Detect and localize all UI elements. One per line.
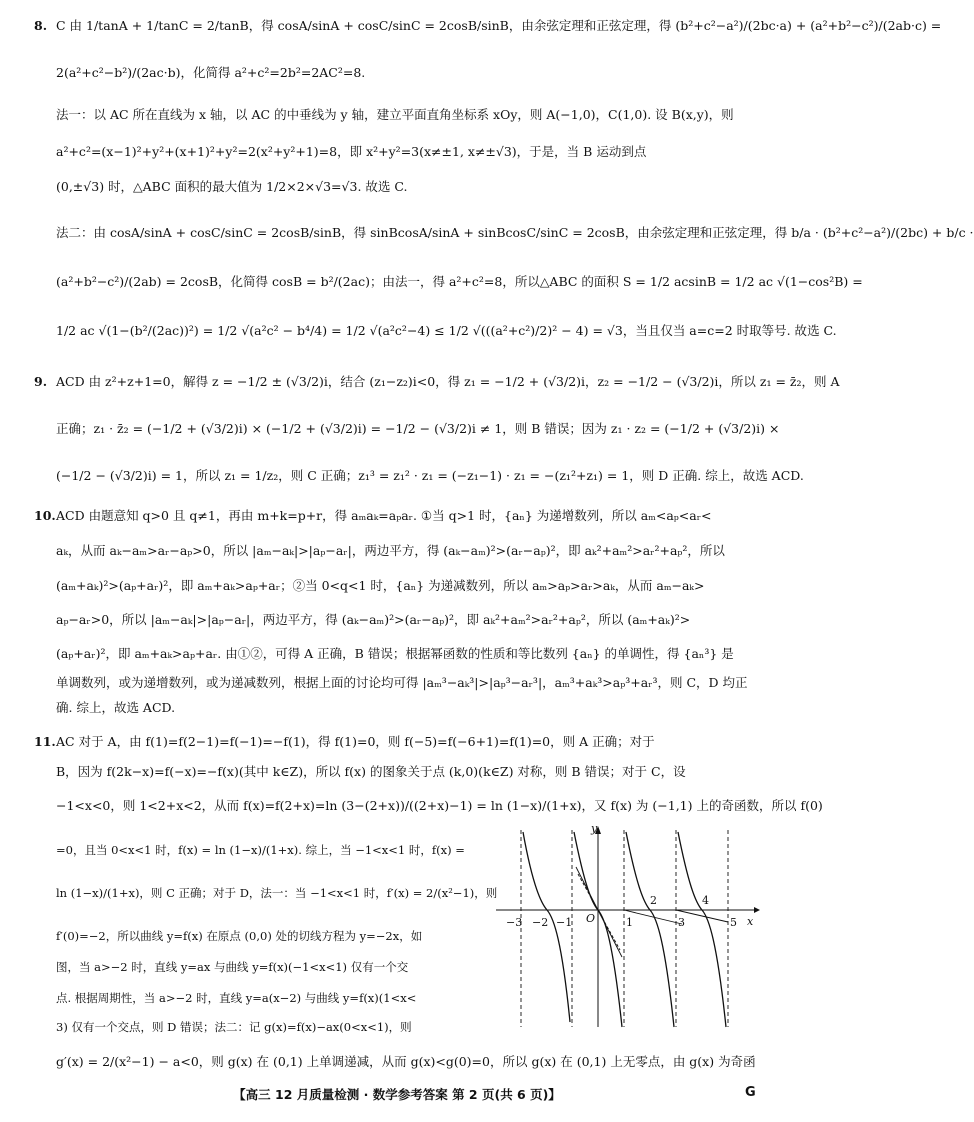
- q11-number: 11.: [34, 734, 56, 749]
- label-4: 4: [702, 894, 709, 907]
- q8-line-2: 2(a²+c²−b²)/(2ac·b)，化简得 a²+c²=2b²=2AC²=8.: [56, 65, 366, 80]
- q10-number: 10.: [34, 508, 56, 523]
- q10-line-1: ACD 由题意知 q>0 且 q≠1，再由 m+k=p+r，得 aₘaₖ=aₚaᵣ. ①当 q>1 时，{aₙ} 为递增数列，所以 aₘ<aₚ<aᵣ<: [56, 508, 712, 523]
- q9-number: 9.: [34, 374, 48, 389]
- label-2: 2: [650, 894, 657, 907]
- q10-line-5: (aₚ+aᵣ)²，即 aₘ+aₖ>aₚ+aᵣ. 由①②，可得 A 正确，B 错误；根据幂函数的性质和等比数列 {aₙ} 的单调性，得 {aₙ³} 是: [56, 646, 734, 661]
- y-axis-label: y: [591, 822, 598, 835]
- q10-line-4: aₚ−aᵣ>0，所以 |aₘ−aₖ|>|aₚ−aᵣ|，两边平方，得 (aₖ−aₘ)²>(aᵣ−aₚ)²，即 aₖ²+aₘ²>aᵣ²+aₚ²，所以 (aₘ+aₖ)²>: [56, 612, 691, 627]
- q8-line-7: (a²+b²−c²)/(2ab) = 2cosB，化简得 cosB = b²/(2ac)；由法一，得 a²+c²=8，所以△ABC 的面积 S = 1/2 acsinB = 1/2 ac √(1−cos²B) =: [56, 274, 863, 289]
- q11-line-1: AC 对于 A，由 f(1)=f(2−1)=f(−1)=−f(1)，得 f(1)=0，则 f(−5)=f(−6+1)=f(1)=0，则 A 正确；对于: [56, 734, 655, 749]
- curve-branch-3: [626, 832, 674, 1027]
- line-y-ax: [576, 867, 622, 957]
- q10-line-3: (aₘ+aₖ)²>(aₚ+aᵣ)²，即 aₘ+aₖ>aₚ+aᵣ；②当 0<q<1 时，{aₙ} 为递减数列，所以 aₘ>aₚ>aᵣ>aₖ，从而 aₘ−aₖ>: [56, 578, 705, 593]
- q9-line-3: (−1/2 − (√3/2)i) = 1，所以 z₁ = 1/z₂，则 C 正确；z₁³ = z₁² · z₁ = (−z₁−1) · z₁ = −(z₁²+z₁) = 1，则 D 正确. 综上，故选 ACD.: [56, 468, 804, 483]
- q11-line-9: 3) 仅有一个交点，则 D 错误；法二：记 g(x)=f(x)−ax(0<x<1)，则: [56, 1020, 412, 1034]
- q10-line-2: aₖ，从而 aₖ−aₘ>aᵣ−aₚ>0，所以 |aₘ−aₖ|>|aₚ−aᵣ|，两边平方，得 (aₖ−aₘ)²>(aᵣ−aₚ)²，即 aₖ²+aₘ²>aᵣ²+aₚ²，所以: [56, 543, 725, 558]
- origin-label: O: [586, 912, 596, 925]
- q8-line-5: (0,±√3) 时，△ABC 面积的最大值为 1/2×2×√3=√3. 故选 C.: [56, 179, 408, 194]
- q11-line-2: B，因为 f(2k−x)=f(−x)=−f(x)(其中 k∈Z)，所以 f(x) 的图象关于点 (k,0)(k∈Z) 对称，则 B 错误；对于 C，设: [56, 764, 686, 779]
- footer-letter: G: [745, 1085, 756, 1100]
- q8-line-6: 法二：由 cosA/sinA + cosC/sinC = 2cosB/sinB，得 sinBcosA/sinA + sinBcosC/sinC = 2cosB，由余弦定理和正弦定理，得 b/a · (b²+c²−a²)/(2bc) + b/c ·: [56, 225, 974, 240]
- page-footer: 【高三 12 月质量检测 · 数学参考答案 第 2 页(共 6 页)】: [233, 1087, 561, 1102]
- q11-line-4: =0，且当 0<x<1 时，f(x) = ln (1−x)/(1+x). 综上，当 −1<x<1 时，f(x) =: [56, 843, 465, 857]
- q8-line-3: 法一：以 AC 所在直线为 x 轴，以 AC 的中垂线为 y 轴，建立平面直角坐标系 xOy，则 A(−1,0)，C(1,0). 设 B(x,y)，则: [56, 107, 734, 122]
- function-graph-figure: [492, 822, 762, 1032]
- q11-line-7: 图，当 a>−2 时，直线 y=ax 与曲线 y=f(x)(−1<x<1) 仅有一个交: [56, 960, 409, 974]
- q10-line-7: 确. 综上，故选 ACD.: [56, 700, 176, 715]
- q9-line-1: ACD 由 z²+z+1=0，解得 z = −1/2 ± (√3/2)i，结合 (z₁−z₂)i<0，得 z₁ = −1/2 + (√3/2)i，z₂ = −1/2 − (√3/2)i，所以 z₁ = z̄₂，则 A: [56, 374, 840, 389]
- q11-line-6: f′(0)=−2，所以曲线 y=f(x) 在原点 (0,0) 处的切线方程为 y=−2x，如: [56, 929, 423, 943]
- q8-number: 8.: [34, 18, 48, 33]
- q10-line-6: 单调数列，或为递增数列，或为递减数列，根据上面的讨论均可得 |aₘ³−aₖ³|>|aₚ³−aᵣ³|，aₘ³+aₖ³>aₚ³+aᵣ³，则 C，D 均正: [56, 675, 748, 690]
- q11-line-8: 点. 根据周期性，当 a>−2 时，直线 y=a(x−2) 与曲线 y=f(x)(1<x<: [56, 991, 417, 1005]
- x-axis-label: x: [747, 915, 754, 928]
- tick-neg1: −1: [556, 916, 573, 929]
- q9-line-2: 正确；z₁ · z̄₂ = (−1/2 + (√3/2)i) × (−1/2 + (√3/2)i) = −1/2 − (√3/2)i ≠ 1，则 B 错误；因为 z₁ · z₂ = (−1/2 + (√3/2)i) ×: [56, 421, 780, 436]
- tick-3: 3: [678, 916, 685, 929]
- q11-line-3: −1<x<0，则 1<2+x<2，从而 f(x)=f(2+x)=ln (3−(2+x))/((2+x)−1) = ln (1−x)/(1+x)，又 f(x) 为 (−1,1) 上的奇函数，所以 f(0): [56, 798, 823, 813]
- q8-line-1: C 由 1/tanA + 1/tanC = 2/tanB，得 cosA/sinA + cosC/sinC = 2cosB/sinB，由余弦定理和正弦定理，得 (b²+c²−a²)/(2bc·a) + (a²+b²−c²)/(2ab·c) =: [56, 18, 942, 33]
- q11-line-10: g′(x) = 2/(x²−1) − a<0，则 g(x) 在 (0,1) 上单调递减，从而 g(x)<g(0)=0，所以 g(x) 在 (0,1) 上无零点，由 g(x) 为奇函: [56, 1054, 756, 1069]
- tick-1: 1: [626, 916, 633, 929]
- q8-line-4: a²+c²=(x−1)²+y²+(x+1)²+y²=2(x²+y²+1)=8，即 x²+y²=3(x≠±1, x≠±√3)，于是，当 B 运动到点: [56, 144, 647, 159]
- tick-5: 5: [730, 916, 737, 929]
- curve-branch-4: [678, 832, 726, 1027]
- tick-neg3: −3: [506, 916, 523, 929]
- x-axis-arrow: [754, 907, 760, 913]
- q8-line-8: 1/2 ac √(1−(b²/(2ac))²) = 1/2 √(a²c² − b⁴/4) = 1/2 √(a²c²−4) ≤ 1/2 √(((a²+c²)/2)² − 4) = √3，当且仅当 a=c=2 时取等号. 故选 C.: [56, 323, 837, 338]
- q11-line-5: ln (1−x)/(1+x)，则 C 正确；对于 D，法一：当 −1<x<1 时，f′(x) = 2/(x²−1)，则: [56, 886, 498, 900]
- tick-neg2: −2: [532, 916, 549, 929]
